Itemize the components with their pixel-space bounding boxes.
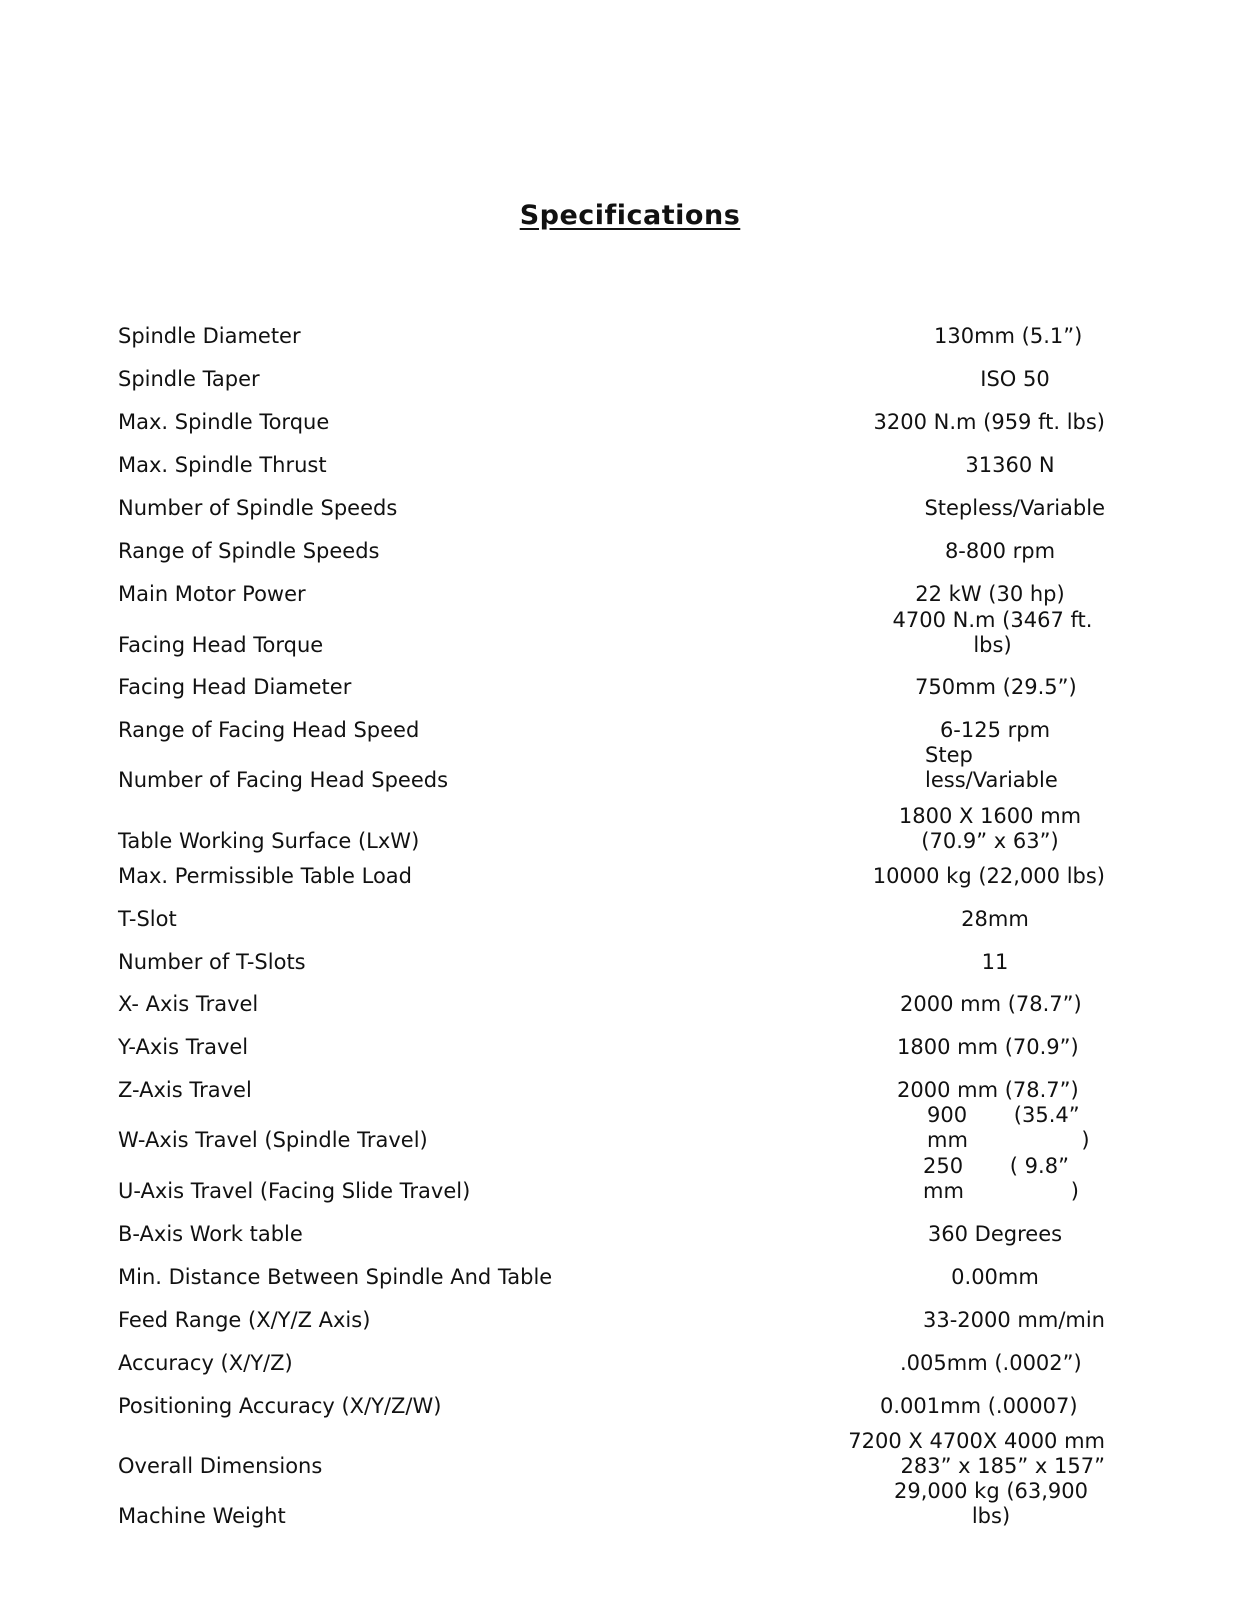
spec-label: Accuracy (X/Y/Z): [118, 1351, 293, 1375]
spec-row: [0, 713, 1236, 743]
spec-value: Stepless/Variable: [924, 496, 1105, 520]
spec-row: [0, 319, 1236, 349]
spec-label: Positioning Accuracy (X/Y/Z/W): [118, 1394, 442, 1418]
spec-row: [0, 491, 1236, 521]
spec-label: Range of Facing Head Speed: [118, 718, 420, 742]
spec-label: W-Axis Travel (Spindle Travel): [118, 1128, 428, 1152]
spec-value: 10000 kg (22,000 lbs): [872, 864, 1105, 888]
spec-label: Facing Head Torque: [118, 633, 324, 657]
spec-value: Step less/Variable: [925, 743, 1058, 792]
spec-row: [0, 804, 1236, 854]
spec-value: 28mm: [961, 907, 1029, 931]
spec-label: Spindle Diameter: [118, 324, 301, 348]
spec-value: 29,000 kg (63,900 lbs): [894, 1479, 1088, 1528]
spec-row: [0, 448, 1236, 478]
spec-row: [0, 1154, 1236, 1204]
spec-label: Number of Spindle Speeds: [118, 496, 398, 520]
spec-label: B-Axis Work table: [118, 1222, 303, 1246]
spec-label: Number of T-Slots: [118, 950, 306, 974]
spec-value: 2000 mm (78.7”): [900, 992, 1082, 1016]
spec-row: [0, 362, 1236, 392]
spec-row: [0, 945, 1236, 975]
spec-label: Overall Dimensions: [118, 1454, 323, 1478]
spec-row: [0, 670, 1236, 700]
spec-label: U-Axis Travel (Facing Slide Travel): [118, 1179, 471, 1203]
spec-label: Facing Head Diameter: [118, 675, 352, 699]
spec-label: Y-Axis Travel: [118, 1035, 249, 1059]
spec-value: 11: [981, 950, 1009, 974]
spec-label: Table Working Surface (LxW): [118, 829, 420, 853]
spec-value: 6-125 rpm: [939, 718, 1051, 742]
spec-label: Number of Facing Head Speeds: [118, 768, 449, 792]
spec-label: Feed Range (X/Y/Z Axis): [118, 1308, 371, 1332]
spec-label: Spindle Taper: [118, 367, 260, 391]
spec-label: T-Slot: [118, 907, 177, 931]
spec-value: ISO 50: [980, 367, 1050, 391]
spec-label: Machine Weight: [118, 1504, 286, 1528]
spec-label: Min. Distance Between Spindle And Table: [118, 1265, 553, 1289]
spec-row: [0, 902, 1236, 932]
spec-value: 250 ( 9.8” mm ): [923, 1154, 1079, 1203]
spec-value: 2000 mm (78.7”): [897, 1078, 1079, 1102]
spec-value: 1800 X 1600 mm (70.9” x 63”): [898, 804, 1082, 853]
spec-value: 8-800 rpm: [944, 539, 1056, 563]
spec-row: [0, 1103, 1236, 1153]
spec-value: 1800 mm (70.9”): [897, 1035, 1079, 1059]
spec-value: 31360 N: [965, 453, 1055, 477]
spec-value: 7200 X 4700X 4000 mm 283” x 185” x 157”: [848, 1429, 1105, 1478]
spec-value: 3200 N.m (959 ft. lbs): [873, 410, 1105, 434]
spec-row: [0, 1429, 1236, 1479]
spec-row: [0, 743, 1236, 793]
spec-row: [0, 405, 1236, 435]
spec-row: [0, 1030, 1236, 1060]
spec-row: [0, 534, 1236, 564]
spec-row: [0, 608, 1236, 658]
spec-row: [0, 987, 1236, 1017]
spec-value: 0.001mm (.00007): [880, 1394, 1078, 1418]
spec-label: Max. Permissible Table Load: [118, 864, 412, 888]
spec-value: 33-2000 mm/min: [922, 1308, 1105, 1332]
spec-value: .005mm (.0002”): [900, 1351, 1082, 1375]
spec-value: 22 kW (30 hp): [915, 582, 1065, 606]
spec-row: [0, 1260, 1236, 1290]
spec-value: 750mm (29.5”): [915, 675, 1077, 699]
spec-value: 0.00mm: [951, 1265, 1039, 1289]
spec-row: [0, 1479, 1236, 1529]
spec-value: 900 (35.4” mm ): [927, 1103, 1090, 1152]
spec-row: [0, 1389, 1236, 1419]
spec-label: Max. Spindle Thrust: [118, 453, 327, 477]
spec-value: 4700 N.m (3467 ft. lbs): [892, 608, 1093, 657]
spec-value: 360 Degrees: [927, 1222, 1063, 1246]
spec-label: X- Axis Travel: [118, 992, 259, 1016]
spec-label: Range of Spindle Speeds: [118, 539, 380, 563]
page-title: Specifications: [519, 200, 741, 231]
spec-row: [0, 1073, 1236, 1103]
spec-label: Max. Spindle Torque: [118, 410, 330, 434]
spec-row: [0, 577, 1236, 607]
spec-row: [0, 1303, 1236, 1333]
spec-value: 130mm (5.1”): [934, 324, 1083, 348]
spec-row: [0, 1217, 1236, 1247]
spec-label: Main Motor Power: [118, 582, 306, 606]
spec-row: [0, 1346, 1236, 1376]
spec-row: [0, 859, 1236, 889]
spec-label: Z-Axis Travel: [118, 1078, 252, 1102]
